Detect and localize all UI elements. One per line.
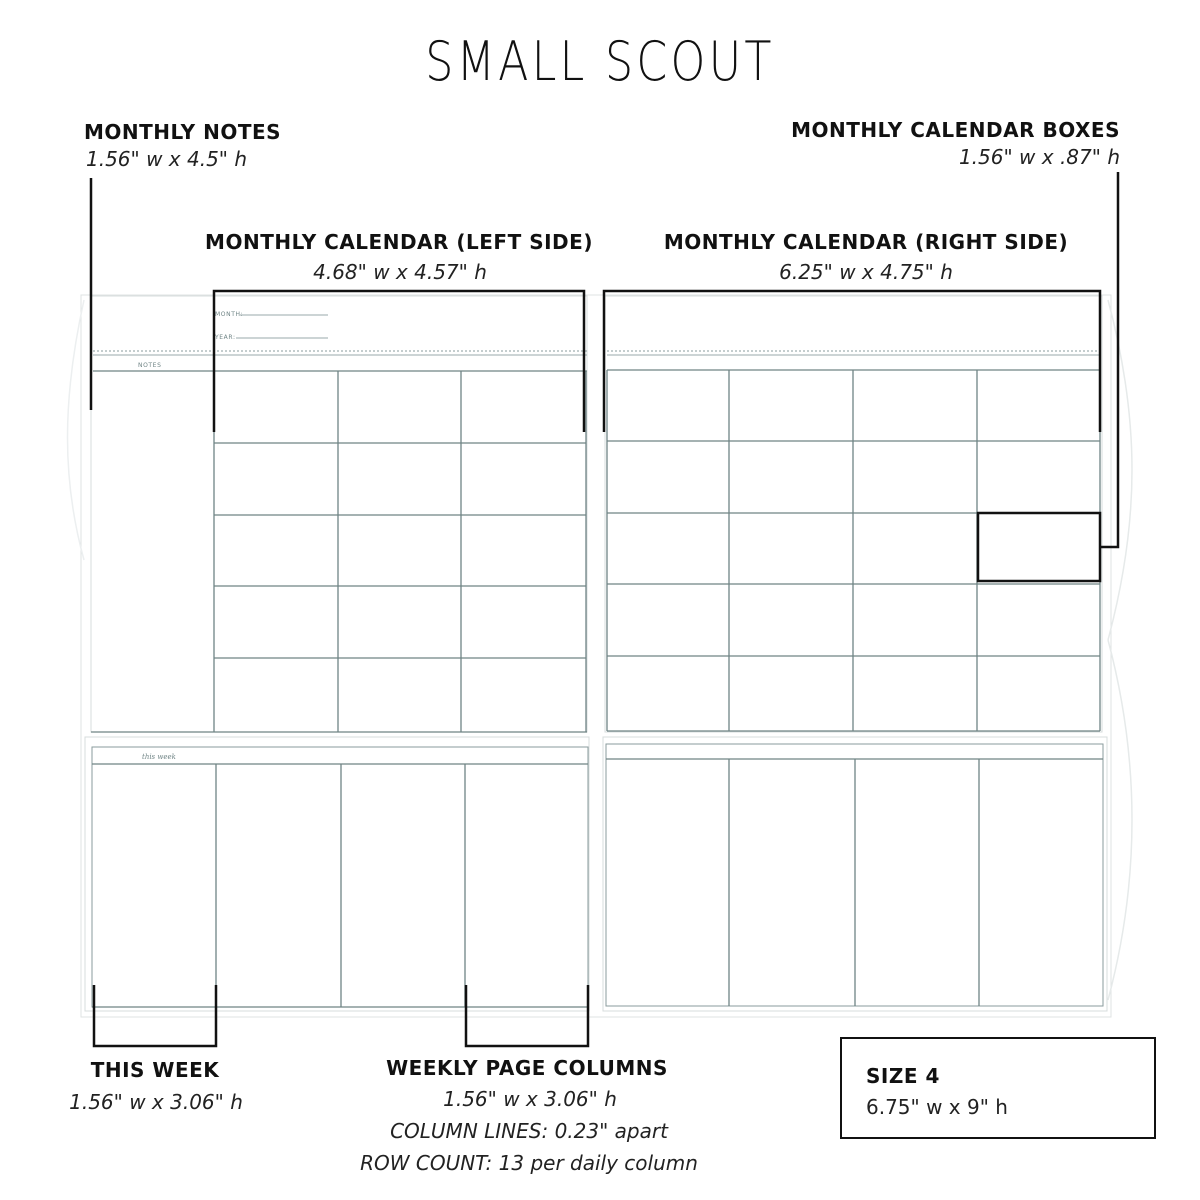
this-week-dims: 1.56" w x 3.06" h xyxy=(69,1090,243,1114)
size-label: SIZE 4 xyxy=(866,1064,940,1088)
year-field-label: YEAR: xyxy=(215,334,236,341)
monthly-boxes-label: MONTHLY CALENDAR BOXES xyxy=(791,118,1120,142)
monthly-notes-dims: 1.56" w x 4.5" h xyxy=(86,147,248,171)
this-week-header: this week xyxy=(142,753,176,761)
page-title: SMALL SCOUT xyxy=(425,30,775,93)
monthly-right-dims: 6.25" w x 4.75" h xyxy=(779,260,953,284)
size-box xyxy=(840,1037,1156,1139)
monthly-boxes-dims: 1.56" w x .87" h xyxy=(958,145,1120,169)
size-dims: 6.75" w x 9" h xyxy=(866,1095,1008,1119)
monthly-left-dims: 4.68" w x 4.57" h xyxy=(313,260,487,284)
notes-header: NOTES xyxy=(138,362,162,369)
weekly-columns-dims: 1.56" w x 3.06" h xyxy=(443,1087,617,1111)
row-count-note: ROW COUNT: 13 per daily column xyxy=(360,1151,698,1175)
monthly-right-label: MONTHLY CALENDAR (RIGHT SIDE) xyxy=(663,230,1069,254)
monthly-left-label: MONTHLY CALENDAR (LEFT SIDE) xyxy=(205,230,593,254)
this-week-label: THIS WEEK xyxy=(90,1058,220,1082)
column-lines-note: COLUMN LINES: 0.23" apart xyxy=(390,1119,668,1143)
weekly-columns-label: WEEKLY PAGE COLUMNS xyxy=(386,1056,668,1080)
monthly-notes-label: MONTHLY NOTES xyxy=(84,120,282,144)
month-field-label: MONTH: xyxy=(215,311,244,318)
